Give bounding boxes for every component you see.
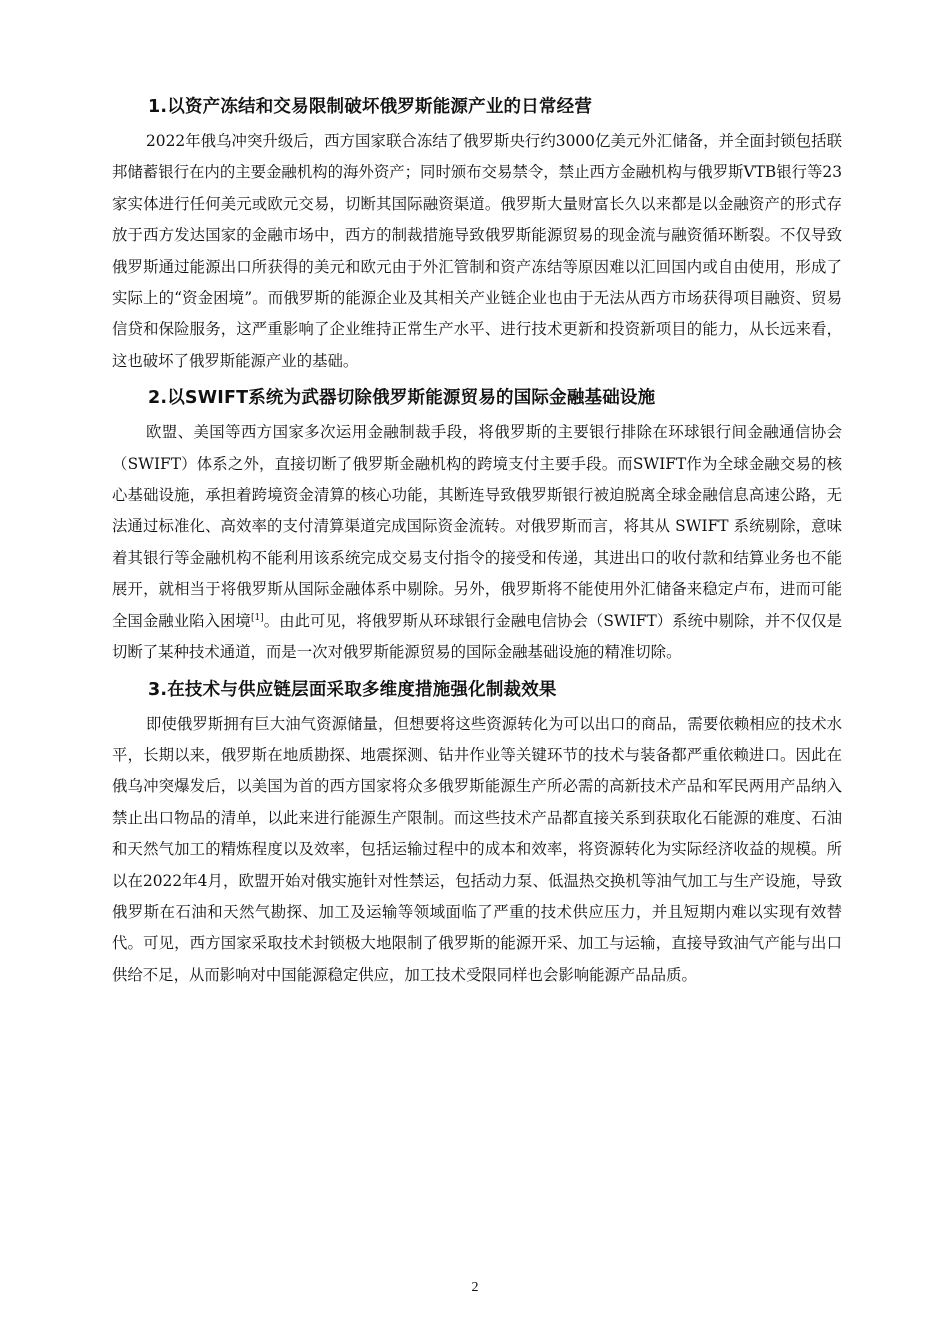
section-heading-2: 2.以SWIFT系统为武器切除俄罗斯能源贸易的国际金融基础设施 [148, 388, 656, 409]
document-body [112, 92, 842, 997]
reference-marker[interactable]: [1] [250, 612, 264, 623]
paragraph-text-before-reference: 欧盟、美国等西方国家多次运用金融制裁手段，将俄罗斯的主要银行排除在环球银行间金融通信协会（SWIFT）体系之外，直接切断了俄罗斯金融机构的跨境支付主要手段。而SWIFT作为全球金融交易的核心基础设施，承担着跨境资金清算的核心功能，其断连导致俄罗斯银行被迫脱离全球金融信息高速公路，无法通过标准化、高效率的支付清算渠道完成国际资金流转。对俄罗斯而言，将其从 SWIFT 系统剔除，意味着其银行等金融机构不能利用该系统完成交易支付指令的接受和传递，其进出口的收付款和结算业务也不能展开，就相当于将俄罗斯从国际金融体系中剔除。另外，俄罗斯将不能使用外汇储备来稳定卢布，进而可能全国金融业陷入困境 [112, 423, 842, 630]
section-paragraph-3: 即使俄罗斯拥有巨大油气资源储量，但想要将这些资源转化为可以出口的商品，需要依赖相应的技术水平，长期以来，俄罗斯在地质勘探、地震探测、钻井作业等关键环节的技术与装备都严重依赖进口。因此在俄乌冲突爆发后，以美国为首的西方国家将众多俄罗斯能源生产所必需的高新技术产品和军民两用产品纳入禁止出口物品的清单，以此来进行能源生产限制。而这些技术产品都直接关系到获取化石能源的难度、石油和天然气加工的精炼程度以及效率，包括运输过程中的成本和效率，将资源转化为实际经济收益的规模。所以在2022年4月，欧盟开始对俄实施针对性禁运，包括动力泵、低温热交换机等油气加工与生产设施，导致俄罗斯在石油和天然气勘探、加工及运输等领域面临了严重的技术供应压力，并且短期内难以实现有效替代。可见，西方国家采取技术封锁极大地限制了俄罗斯的能源开采、加工与运输，直接导致油气产能与出口供给不足，从而影响对中国能源稳定供应，加工技术受限同样也会影响能源产品品质。 [112, 714, 842, 984]
section-heading-1: 1.以资产冻结和交易限制破坏俄罗斯能源产业的日常经营 [148, 97, 593, 117]
section-paragraph-2 [112, 417, 842, 668]
section-paragraph-1: 2022年俄乌冲突升级后，西方国家联合冻结了俄罗斯央行约3000亿美元外汇储备，并全面封锁包括联邦储蓄银行在内的主要金融机构的海外资产；同时颁布交易禁令，禁止西方金融机构与俄罗斯VTB银行等23家实体进行任何美元或欧元交易，切断其国际融资渠道。俄罗斯大量财富长久以来都是以金融资产的形式存放于西方发达国家的金融市场中，西方的制裁措施导致俄罗斯能源贸易的现金流与融资循环断裂。不仅导致俄罗斯通过能源出口所获得的美元和欧元由于外汇管制和资产冻结等原因难以汇回国内或自由使用，形成了实际上的“资金困境”。而俄罗斯的能源企业及其相关产业链企业也由于无法从西方市场获得项目融资、贸易信贷和保险服务，这严重影响了企业维持正常生产水平、进行技术更新和投资新项目的能力，从长远来看，这也破坏了俄罗斯能源产业的基础。 [112, 132, 842, 370]
page-number: 2 [471, 1280, 479, 1295]
section-heading-3: 3.在技术与供应链层面采取多维度措施强化制裁效果 [148, 679, 557, 700]
paragraph-text-after-reference: 。由此可见，将俄罗斯从环球银行金融电信协会（SWIFT）系统中剔除，并不仅仅是切断了某种技术通道，而是一次对俄罗斯能源贸易的国际金融基础设施的精准切除。 [112, 611, 842, 662]
